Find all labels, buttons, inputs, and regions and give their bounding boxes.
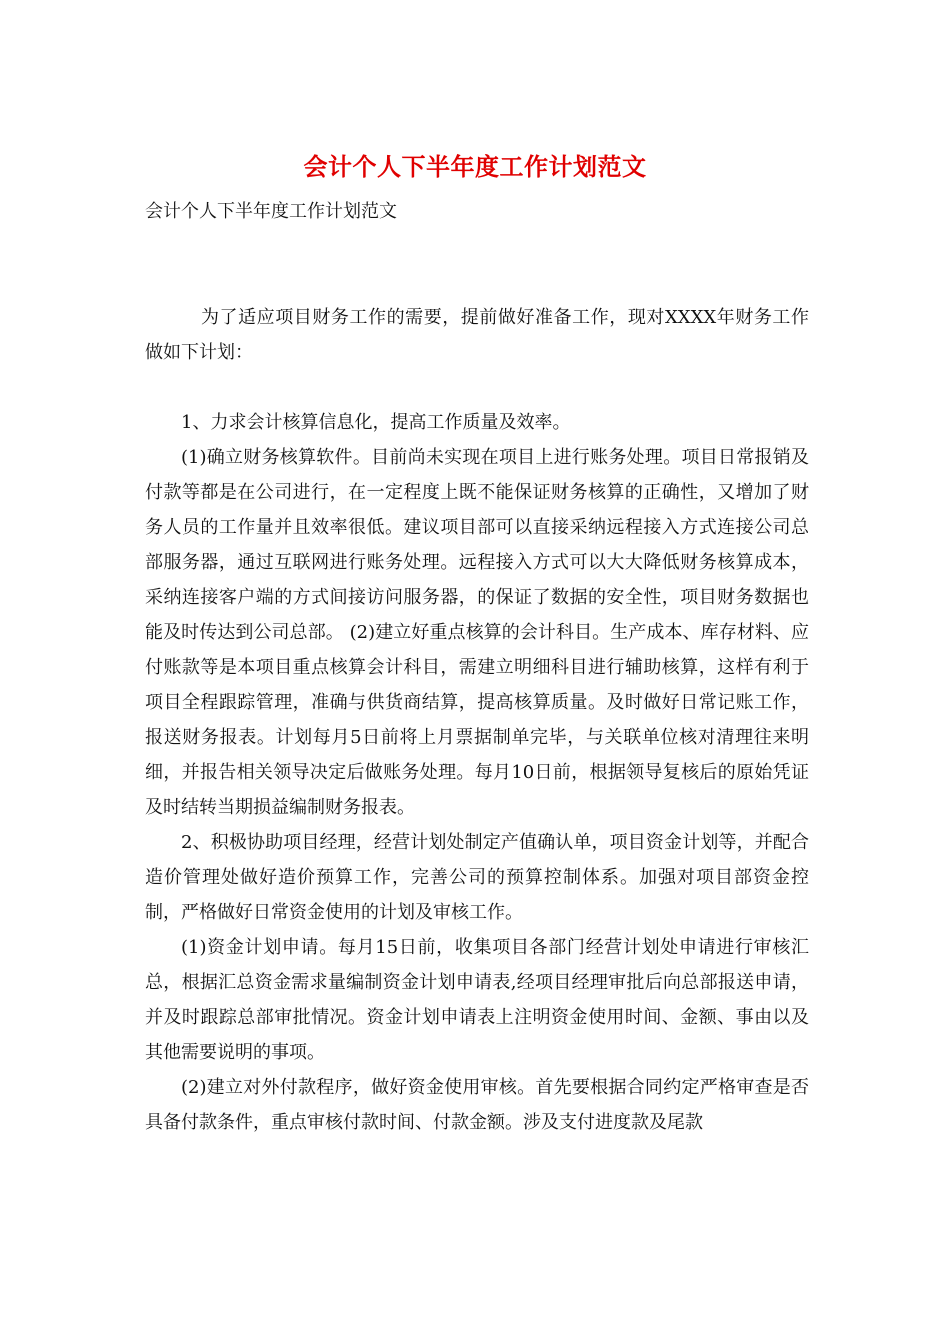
document-body (145, 300, 809, 1140)
paragraph-2-2: (2)建立对外付款程序，做好资金使用审核。首先要根据合同约定严格审查是否具备付款条件，重点审核付款时间、付款金额。涉及支付进度款及尾款 (145, 1077, 809, 1133)
section-heading-2: 2、积极协助项目经理，经营计划处制定产值确认单，项目资金计划等，并配合造价管理处做好造价预算工作，完善公司的预算控制体系。加强对项目部资金控制，严格做好日常资金使用的计划及审核工作。 (145, 832, 809, 923)
section-heading-1: 1、力求会计核算信息化，提高工作质量及效率。 (181, 412, 571, 433)
paragraph-1-1: (1)确立财务核算软件。目前尚未实现在项目上进行账务处理。项目日常报销及付款等都是在公司进行，在一定程度上既不能保证财务核算的正确性，又增加了财务人员的工作量并且效率很低。建议项目部可以直接采纳远程接入方式连接公司总部服务器，通过互联网进行账务处理。远程接入方式可以大大降低财务核算成本，采纳连接客户端的方式间接访问服务器，的保证了数据的安全性，项目财务数据也能及时传达到公司总部。 (2)建立好重点核算的会计科目。生产成本、库存材料、应付账款等是本项目重点核算会计科目，需建立明细科目进行辅助核算，这样有利于项目全程跟踪管理，准确与供货商结算，提高核算质量。及时做好日常记账工作，报送财务报表。计划每月5日前将上月票据制单完毕，与关联单位核对清理往来明细，并报告相关领导决定后做账务处理。每月10日前，根据领导复核后的原始凭证及时结转当期损益编制财务报表。 (145, 447, 809, 818)
paragraph-2-1: (1)资金计划申请。每月15日前，收集项目各部门经营计划处申请进行审核汇总，根据汇总资金需求量编制资金计划申请表,经项目经理审批后向总部报送申请，并及时跟踪总部审批情况。资金计划申请表上注明资金使用时间、金额、事由以及其他需要说明的事项。 (145, 937, 809, 1063)
intro-paragraph: 为了适应项目财务工作的需要，提前做好准备工作，现对XXXX年财务工作做如下计划： (145, 307, 809, 363)
document-subtitle: 会计个人下半年度工作计划范文 (145, 201, 397, 222)
document-title: 会计个人下半年度工作计划范文 (303, 152, 647, 181)
